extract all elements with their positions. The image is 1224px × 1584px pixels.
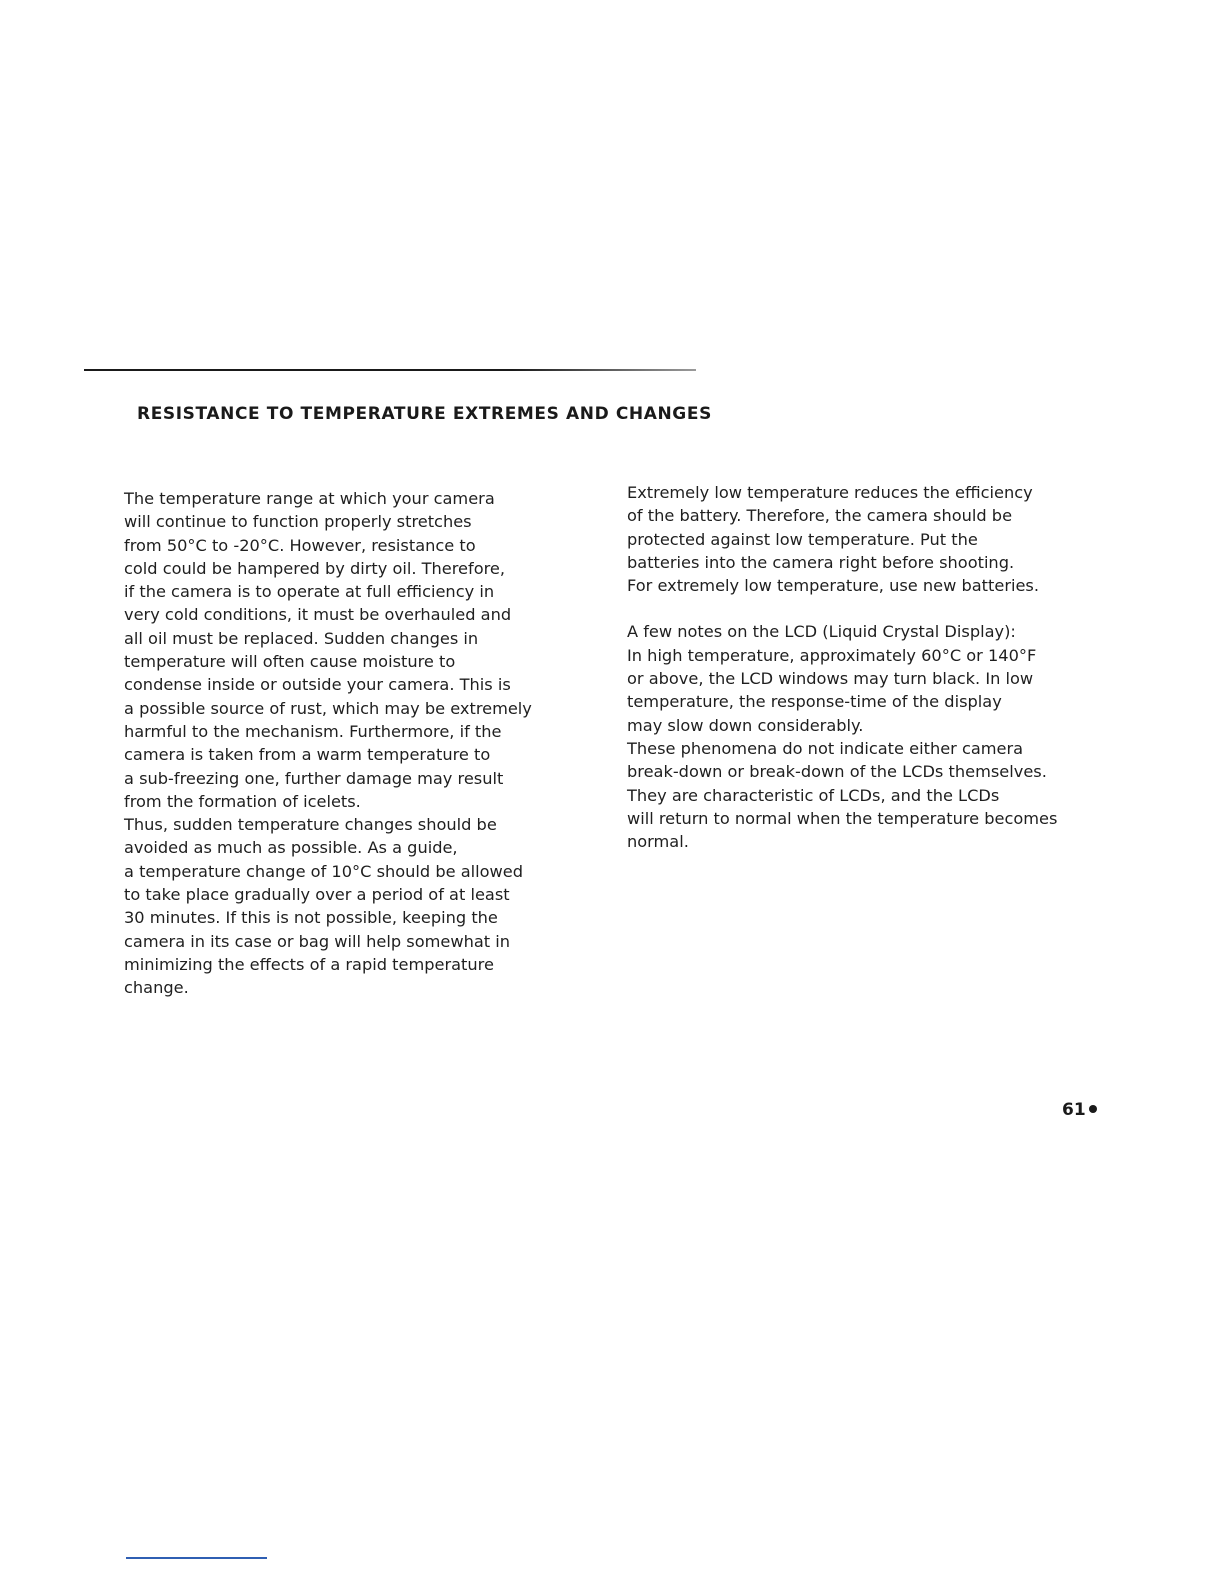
paragraph-line: very cold conditions, it must be overhauled and: [124, 605, 512, 625]
page-number: [1062, 1100, 1097, 1120]
paragraph-line: avoided as much as possible. As a guide,: [124, 838, 458, 858]
bullet-dot-icon: [1089, 1105, 1097, 1113]
paragraph-line: 30 minutes. If this is not possible, keeping the: [124, 908, 498, 928]
paragraph-line: a temperature change of 10°C should be allowed: [124, 861, 524, 881]
paragraph-line: protected against low temperature. Put the: [627, 529, 978, 549]
paragraph-line: minimizing the effects of a rapid temperature: [124, 954, 494, 974]
paragraph-line: normal.: [627, 832, 689, 852]
paragraph-line: temperature, the response-time of the display: [627, 692, 1002, 712]
paragraph-line: all oil must be replaced. Sudden changes in: [124, 628, 479, 648]
paragraph-line: to take place gradually over a period of at least: [124, 885, 510, 905]
paragraph-line: condense inside or outside your camera. This is: [124, 675, 511, 695]
page-number-text: 61: [1062, 1100, 1086, 1120]
paragraph-line: batteries into the camera right before shooting.: [627, 552, 1015, 572]
top-divider-rule: [84, 369, 696, 371]
paragraph-line: Thus, sudden temperature changes should be: [124, 815, 497, 835]
paragraph-line: harmful to the mechanism. Furthermore, if the: [124, 721, 502, 741]
paragraph-line: These phenomena do not indicate either camera: [627, 738, 1024, 758]
paragraph-line: camera is taken from a warm temperature to: [124, 745, 491, 765]
paragraph-line: will return to normal when the temperature becomes: [627, 808, 1058, 828]
paragraph-line: may slow down considerably.: [627, 715, 864, 735]
paragraph-line: For extremely low temperature, use new batteries.: [627, 576, 1040, 596]
paragraph-line: from 50°C to -20°C. However, resistance to: [124, 535, 476, 555]
paragraph-spacer: [627, 597, 1057, 620]
battery-paragraph: [627, 481, 1057, 597]
paragraph-line: temperature will often cause moisture to: [124, 652, 456, 672]
paragraph-line: cold could be hampered by dirty oil. Therefore,: [124, 558, 506, 578]
paragraph-line: They are characteristic of LCDs, and the LCDs: [627, 785, 1000, 805]
left-column-text: [124, 487, 532, 1000]
paragraph-line: of the battery. Therefore, the camera should be: [627, 506, 1013, 526]
paragraph-line: A few notes on the LCD (Liquid Crystal Display):: [627, 622, 1016, 642]
paragraph-line: change.: [124, 978, 189, 998]
paragraph-line: will continue to function properly stretches: [124, 512, 472, 532]
paragraph-line: In high temperature, approximately 60°C or 140°F: [627, 645, 1037, 665]
paragraph-line: or above, the LCD windows may turn black. In low: [627, 669, 1034, 689]
paragraph-line: break-down or break-down of the LCDs themselves.: [627, 762, 1047, 782]
section-heading: RESISTANCE TO TEMPERATURE EXTREMES AND CHANGES: [137, 404, 712, 424]
bottom-link-rule: [126, 1557, 267, 1559]
right-column-text: [627, 481, 1057, 853]
paragraph-line: The temperature range at which your camera: [124, 489, 495, 508]
paragraph-line: Extremely low temperature reduces the efficiency: [627, 483, 1033, 502]
paragraph-line: a sub-freezing one, further damage may result: [124, 768, 504, 788]
paragraph-line: camera in its case or bag will help somewhat in: [124, 931, 511, 951]
lcd-paragraph: [627, 620, 1057, 853]
paragraph-line: if the camera is to operate at full efficiency in: [124, 582, 495, 602]
paragraph-line: a possible source of rust, which may be extremely: [124, 698, 532, 718]
paragraph-line: from the formation of icelets.: [124, 791, 361, 811]
